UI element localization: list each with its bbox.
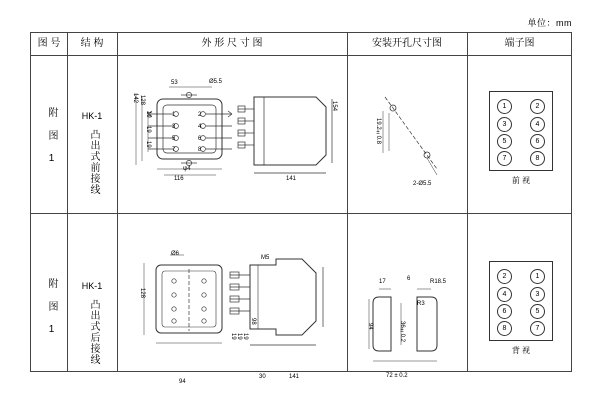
row-2-pin-7: 7 bbox=[530, 321, 545, 336]
row-2-pin-8: 8 bbox=[497, 321, 512, 336]
table-row-divider bbox=[31, 213, 571, 214]
row-2-mount-dim-r185: R18.5 bbox=[430, 279, 447, 285]
row-1-dim-53: 53 bbox=[171, 80, 178, 86]
row-1-terminal-num-5: 5 bbox=[172, 136, 176, 142]
unit-note: 单位：mm bbox=[527, 18, 572, 28]
row-2-model: HK-1 bbox=[81, 281, 103, 291]
row-1-mount-dim-2d55: 2-Ø5.5 bbox=[413, 181, 432, 187]
row-2-dim-94: 94 bbox=[179, 379, 186, 385]
row-1-drawing-no: 附 图 1 bbox=[46, 107, 57, 165]
row-2-structure: 凸出式后接线 bbox=[88, 299, 99, 365]
row-2-mount-dim-6: 6 bbox=[407, 276, 411, 282]
row-1-pin-3: 3 bbox=[497, 117, 512, 132]
row-1-dim-154: 154 bbox=[331, 101, 337, 112]
row-1-terminal-num-8: 8 bbox=[198, 147, 202, 153]
row-2-dim-19c: 19 bbox=[230, 333, 236, 340]
header-terminal: 端子图 bbox=[504, 38, 535, 49]
row-2-pin-4: 4 bbox=[497, 287, 512, 302]
spec-table bbox=[30, 32, 572, 385]
row-1-dim-19c: 19 bbox=[145, 141, 151, 148]
row-1-model: HK-1 bbox=[81, 111, 103, 121]
table-col-divider-4 bbox=[467, 33, 468, 371]
row-2-pin-3: 3 bbox=[530, 287, 545, 302]
row-2-pin-2: 2 bbox=[497, 269, 512, 284]
row-1-terminal-num-1: 1 bbox=[172, 112, 176, 118]
row-2-mount-dim-r3: R3 bbox=[417, 301, 425, 307]
row-1-pin-6: 6 bbox=[530, 134, 545, 149]
header-outline-dim: 外 形 尺 寸 图 bbox=[201, 38, 263, 49]
row-2-dim-19a: 19 bbox=[236, 333, 242, 340]
row-1-mount-dim-192: 19.2±0.8 bbox=[375, 118, 381, 145]
row-1-dim-141: 141 bbox=[286, 176, 297, 182]
row-1-dim-19b: 19 bbox=[145, 126, 151, 133]
row-2-dim-141: 141 bbox=[289, 374, 300, 380]
table-col-divider-1 bbox=[67, 33, 68, 371]
row-2-terminal-caption: 背 视 bbox=[511, 346, 531, 355]
row-2-dim-98: 98 bbox=[250, 318, 256, 325]
row-2-dim-30: 30 bbox=[259, 374, 266, 380]
row-1-mounting-drawing bbox=[371, 83, 451, 193]
row-2-mount-dim-94: 94 bbox=[367, 323, 373, 330]
row-1-terminal-num-6: 6 bbox=[198, 136, 202, 142]
row-1-terminal-caption: 前 视 bbox=[511, 176, 531, 185]
row-1-outline-drawing bbox=[126, 69, 341, 209]
row-1-structure: 凸出式前接线 bbox=[88, 129, 99, 195]
row-2-dim-m5: M5 bbox=[261, 255, 270, 261]
row-2-pin-6: 6 bbox=[497, 304, 512, 319]
row-1-pin-4: 4 bbox=[530, 117, 545, 132]
row-1-terminal-num-4: 4 bbox=[198, 124, 202, 130]
table-col-divider-2 bbox=[117, 33, 118, 371]
row-2-pin-1: 1 bbox=[530, 269, 545, 284]
row-2-dim-d6: Ø6 bbox=[171, 251, 180, 257]
row-1-pin-5: 5 bbox=[497, 134, 512, 149]
row-1-terminal-num-3: 3 bbox=[172, 124, 176, 130]
row-2-mount-dim-72: 72 ± 0.2 bbox=[386, 373, 408, 379]
row-2-outline-drawing bbox=[126, 233, 341, 378]
header-drawing-no: 图 号 bbox=[37, 38, 61, 49]
row-2-pin-5: 5 bbox=[530, 304, 545, 319]
row-1-dim-psi4: ψ4 bbox=[183, 166, 191, 172]
row-1-dim-128: 128 bbox=[139, 95, 145, 106]
row-1-dim-142: 142 bbox=[132, 93, 138, 104]
row-1-pin-8: 8 bbox=[530, 151, 545, 166]
header-mounting-dim: 安装开孔尺寸图 bbox=[372, 38, 442, 49]
row-1-pin-2: 2 bbox=[530, 99, 545, 114]
row-1-dim-116: 116 bbox=[174, 176, 184, 182]
row-2-mounting-drawing bbox=[361, 273, 461, 373]
row-2-drawing-no: 附 图 1 bbox=[46, 278, 57, 336]
row-1-dim-d55: Ø5.5 bbox=[209, 79, 223, 85]
row-2-mount-dim-36: 36±0.2 bbox=[399, 321, 405, 343]
row-2-mount-dim-17: 17 bbox=[379, 279, 386, 285]
header-structure: 结 构 bbox=[80, 38, 104, 49]
table-header-divider bbox=[31, 55, 571, 56]
row-2-dim-128: 128 bbox=[139, 288, 145, 299]
table-col-divider-3 bbox=[347, 33, 348, 371]
row-1-dim-19a: 19 bbox=[145, 111, 151, 118]
row-1-terminal-num-2: 2 bbox=[198, 112, 202, 118]
row-1-terminal-num-7: 7 bbox=[172, 147, 176, 153]
row-1-pin-7: 7 bbox=[497, 151, 512, 166]
row-2-dim-19b: 19 bbox=[242, 333, 248, 340]
row-1-pin-1: 1 bbox=[497, 99, 512, 114]
